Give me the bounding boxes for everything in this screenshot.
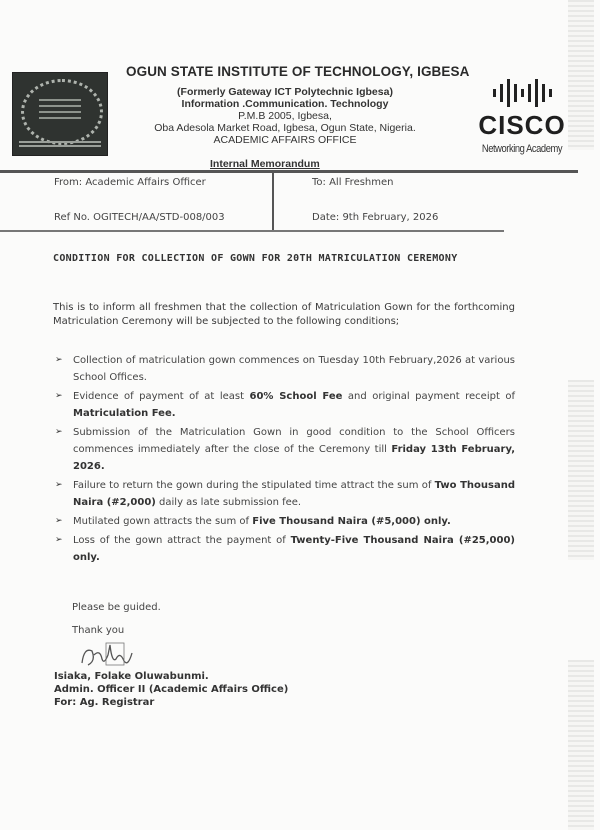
cisco-wordmark: CISCO xyxy=(478,110,566,140)
formerly-line: (Formerly Gateway ICT Polytechnic Igbesa) xyxy=(177,86,393,98)
cisco-networking-academy-logo xyxy=(474,78,570,155)
office-line: ACADEMIC AFFAIRS OFFICE xyxy=(213,134,357,146)
institution-name: OGUN STATE INSTITUTE OF TECHNOLOGY, IGBESA xyxy=(126,64,470,79)
tagline: Information .Communication. Technology xyxy=(181,98,389,110)
arrow-bullet-icon: ➢ xyxy=(55,427,63,437)
arrow-bullet-icon: ➢ xyxy=(55,355,63,365)
arrow-bullet-icon: ➢ xyxy=(55,480,63,490)
arrow-bullet-icon: ➢ xyxy=(55,516,63,526)
cisco-subtitle: Networking Academy xyxy=(481,143,563,155)
condition-item: ➢ Evidence of payment of at least 60% School Fee and original payment receipt of Matriculation Fee. xyxy=(55,388,515,422)
arrow-bullet-icon: ➢ xyxy=(55,391,63,401)
condition-item: ➢ Submission of the Matriculation Gown in good condition to the School Officers commences immediately after the close of the Ceremony till Friday 13th February, 2026. xyxy=(55,424,515,475)
memo-from: From: Academic Affairs Officer xyxy=(54,177,206,188)
arrow-bullet-icon: ➢ xyxy=(55,535,63,545)
signoff-block xyxy=(54,670,288,709)
memo-subject: CONDITION FOR COLLECTION OF GOWN FOR 20TH MATRICULATION CEREMONY xyxy=(53,253,458,264)
memo-bottom-divider xyxy=(0,230,504,232)
memo-date: Date: 9th February, 2026 xyxy=(312,212,439,223)
thank-you: Thank you xyxy=(72,625,125,636)
signatory-name: Isiaka, Folake Oluwabunmi. xyxy=(54,671,209,682)
memo-vertical-divider xyxy=(272,172,274,232)
condition-item: ➢ Failure to return the gown during the stipulated time attract the sum of Two Thousand Naira (#2,000) daily as late submission fee. xyxy=(55,477,515,511)
memo-ref: Ref No. OGITECH/AA/STD-008/003 xyxy=(54,212,225,223)
memo-to: To: All Freshmen xyxy=(312,177,394,188)
institution-crest-logo xyxy=(12,72,108,156)
intro-paragraph: This is to inform all freshmen that the collection of Matriculation Gown for the forthcoming Matriculation Ceremony will be subjected to the following conditions; xyxy=(53,302,515,327)
condition-item: ➢ Mutilated gown attracts the sum of Five Thousand Naira (#5,000) only. xyxy=(55,513,515,530)
conditions-list xyxy=(55,352,515,568)
scan-artifact xyxy=(568,660,594,830)
address-line: Oba Adesola Market Road, Igbesa, Ogun State, Nigeria. xyxy=(154,122,416,134)
scan-artifact xyxy=(568,0,594,150)
condition-item: ➢ Loss of the gown attract the payment of Twenty-Five Thousand Naira (#25,000) only. xyxy=(55,532,515,566)
scan-artifact xyxy=(568,380,594,560)
please-be-guided: Please be guided. xyxy=(72,602,161,613)
memo-type: Internal Memorandum xyxy=(210,158,320,170)
pmb-line: P.M.B 2005, Igbesa, xyxy=(238,110,332,122)
signature-icon xyxy=(78,641,136,671)
condition-item: ➢ Collection of matriculation gown commences on Tuesday 10th February,2026 at various School Offices. xyxy=(55,352,515,386)
cisco-bars-icon xyxy=(474,78,570,108)
signatory-title: Admin. Officer II (Academic Affairs Office) xyxy=(54,684,289,695)
header-divider xyxy=(0,170,578,173)
letterhead-details xyxy=(120,86,450,146)
signatory-for: For: Ag. Registrar xyxy=(54,697,155,708)
